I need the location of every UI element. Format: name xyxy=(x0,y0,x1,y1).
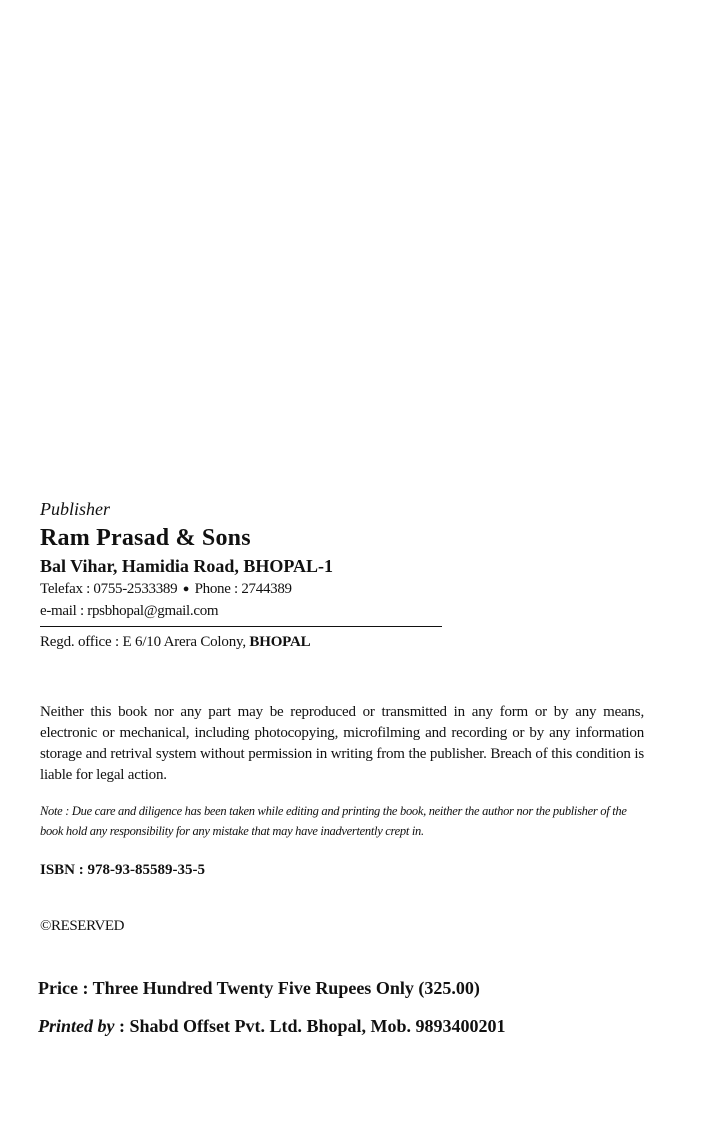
regd-office-city: BHOPAL xyxy=(249,634,311,650)
telefax-number: 0755-2533389 xyxy=(93,581,178,597)
printed-by-label: Printed by xyxy=(38,1016,115,1036)
phone-label: Phone : xyxy=(191,581,242,597)
isbn: ISBN : 978-93-85589-35-5 xyxy=(40,862,205,878)
publisher-block xyxy=(40,498,450,653)
phone-number: 2744389 xyxy=(241,581,292,597)
email-line xyxy=(40,600,450,622)
email-address: rpsbhopal@gmail.com xyxy=(87,603,219,619)
email-label: e-mail : xyxy=(40,603,88,619)
publisher-name: Ram Prasad & Sons xyxy=(40,525,251,551)
regd-office-label: Regd. office : E 6/10 Arera Colony, xyxy=(40,634,250,650)
telefax-label: Telefax : xyxy=(40,581,94,597)
disclaimer-note: Note : Due care and diligence has been taken while editing and printing the book, neither the author nor the publisher of the book hold any responsibility for any mistake that may have inadvertently crept in. xyxy=(40,804,627,838)
price: Price : Three Hundred Twenty Five Rupees Only (325.00) xyxy=(38,978,480,998)
publisher-address: Bal Vihar, Hamidia Road, BHOPAL-1 xyxy=(40,556,334,576)
bullet-icon: ● xyxy=(182,583,190,595)
publisher-label: Publisher xyxy=(40,499,110,519)
printer-details: : Shabd Offset Pvt. Ltd. Bhopal, Mob. 9893400201 xyxy=(114,1016,506,1036)
divider xyxy=(40,626,442,627)
legal-notice: Neither this book nor any part may be reproduced or transmitted in any form or by any means, electronic or mechanical, including photocopying, microfilming and recording or by any information storage and retrival system without permission in writing from the publisher. Breach of this condition is liable for legal action. xyxy=(40,704,644,783)
copyright-notice: ©RESERVED xyxy=(40,918,125,934)
regd-office xyxy=(40,631,450,653)
printer-info xyxy=(38,1014,506,1038)
contact-line xyxy=(40,578,450,600)
